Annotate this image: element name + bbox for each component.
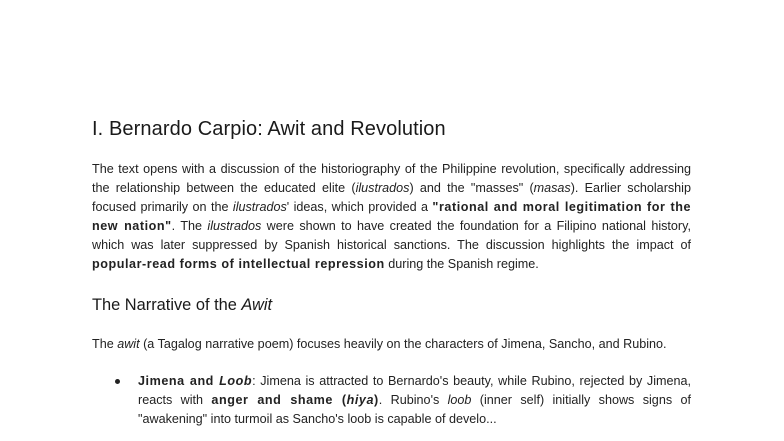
list-item	[138, 372, 691, 429]
intro-paragraph	[92, 160, 691, 274]
narrative-text-3: (a Tagalog narrative poem) focuses heavily on the characters of Jimena, Sancho, and Rubino.	[139, 337, 667, 351]
intro-term-ilustrados-3: ilustrados	[207, 219, 262, 233]
intro-text-1: The text opens with a discussion of the historiography of the Philippine revolution, specifically addressing the relationship between the educated elite (	[92, 162, 691, 195]
bullet-term-hiya: hiya	[346, 393, 375, 407]
intro-text-5: ). Earlier scholarship focused primarily on the	[92, 181, 691, 214]
intro-text-9: . The	[171, 219, 208, 233]
narrative-text-1: The	[92, 337, 118, 351]
bullet-text-9: (inner self) initially shows signs of "awakening" into turmoil as Sancho's loob is capable of develo...	[138, 393, 691, 426]
bullet-lead-bold: Jimena and	[138, 374, 220, 388]
document-content	[92, 116, 691, 429]
bullet-text-3: : Jimena is attracted to Bernardo's beauty, while Rubino, rejected by Jimena, reacts with	[138, 374, 691, 407]
intro-term-ilustrados: ilustrados	[355, 181, 410, 195]
bullet-lead-italic: Loob	[219, 374, 253, 388]
section-heading: I. Bernardo Carpio: Awit and Revolution	[92, 118, 446, 140]
subsection-heading	[92, 294, 691, 316]
bullet-term-loob: loob	[447, 393, 472, 407]
intro-emphasis-bold: popular-read forms of intellectual repression	[92, 257, 385, 271]
bullet-text-7: . Rubino's	[378, 393, 448, 407]
narrative-term-awit: awit	[117, 337, 140, 351]
bullet-dot-icon	[115, 379, 120, 384]
subsection-title-italic: Awit	[241, 296, 273, 314]
intro-term-masas: masas	[533, 181, 571, 195]
narrative-paragraph	[92, 335, 691, 354]
bullet-emphasis-close: )	[374, 393, 379, 407]
intro-term-ilustrados-2: ilustrados	[232, 200, 287, 214]
bullet-list	[92, 372, 691, 429]
intro-text-13: during the Spanish regime.	[384, 257, 539, 271]
bullet-emphasis-bold: anger and shame (	[211, 393, 347, 407]
intro-text-7: ' ideas, which provided a	[286, 200, 433, 214]
intro-quote-bold: "rational and moral legitimation for the new nation"	[92, 200, 692, 233]
intro-text-3: ) and the "masses" (	[409, 181, 534, 195]
intro-text-11: were shown to have created the foundation for a Filipino national history, which was later suppressed by Spanish historical sanctions. The discussion highlights the impact of	[92, 219, 691, 252]
subsection-title-prefix: The Narrative of the	[92, 296, 242, 314]
